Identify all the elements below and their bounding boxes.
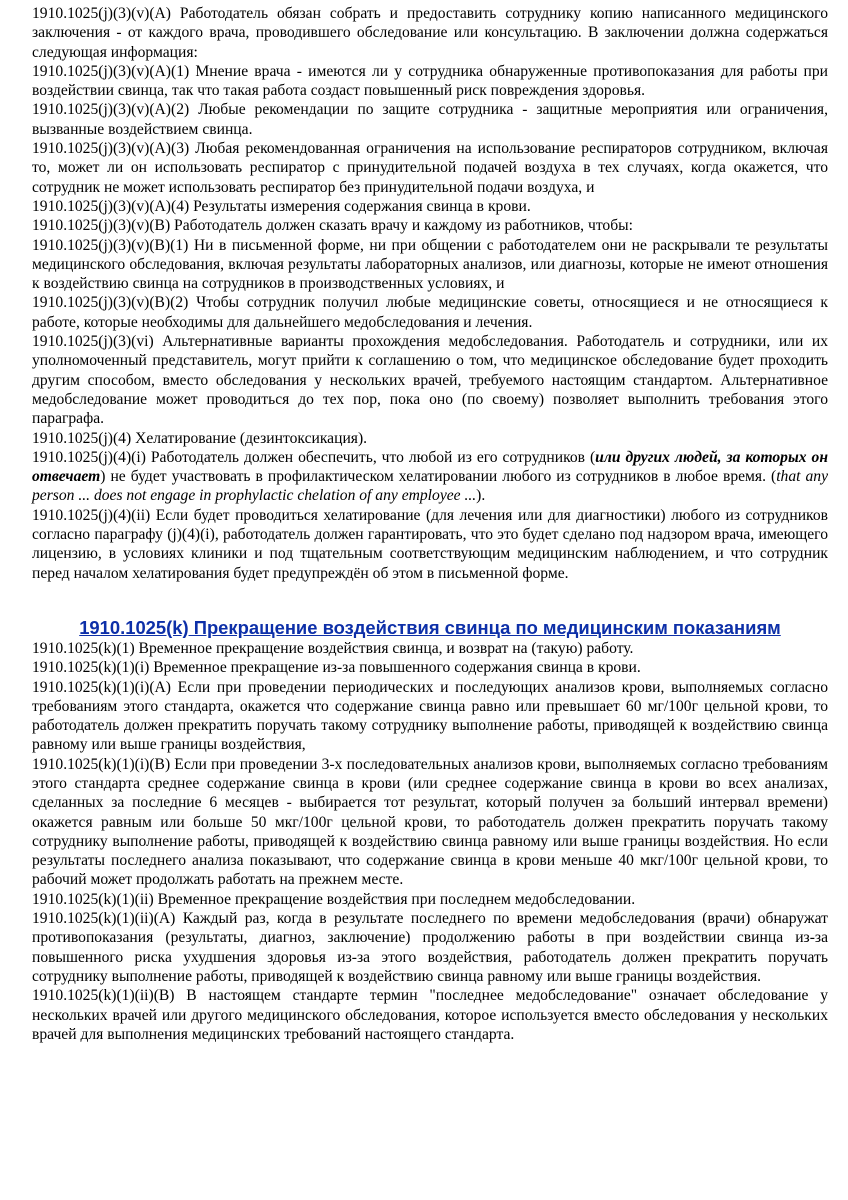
paragraph-j3vi: 1910.1025(j)(3)(vi) Альтернативные варианты прохождения медобследования. Работодатель и сотрудники, или их уполномоченный представитель, могут прийти к соглашению о том, что медицинское обследование будет проходить другим способом, вместо обследования у нескольких врачей, требуемого настоящим стандартом. Альтернативное медобследование может проводиться до тех пор, пока оно (по своему) позволяет выполнить требования этого параграфа. <box>32 333 828 428</box>
paragraph-j3vA2: 1910.1025(j)(3)(v)(A)(2) Любые рекомендации по защите сотрудника - защитные мероприятия или ограничения, вызванные воздействием свинца. <box>32 101 828 138</box>
paragraph-j4i-emphasis: или других людей, за которых он отвечает <box>32 448 828 486</box>
paragraph-k1ii: 1910.1025(k)(1)(ii) Временное прекращение воздействия при последнем медобследовании. <box>32 890 636 908</box>
paragraph-k1iiB: 1910.1025(k)(1)(ii)(B) В настоящем стандарте термин "последнее медобследование" означает обследование у нескольких врачей или другого медицинского обследования, которое используется вместо обследования у нескольких врачей для выполнения медицинских требований настоящего стандарта. <box>32 987 828 1043</box>
paragraph-j3vA4: 1910.1025(j)(3)(v)(A)(4) Результаты измерения содержания свинца в крови. <box>32 197 531 215</box>
paragraph-j3vB2: 1910.1025(j)(3)(v)(B)(2) Чтобы сотрудник получил любые медицинские советы, относящиеся и не относящиеся к работе, которые необходимы для дальнейшего медобследования и лечения. <box>32 294 828 331</box>
paragraph-j4i-english-quote: that any person ... does not engage in prophylactic chelation of any employee ... <box>32 468 828 505</box>
paragraph-k1: 1910.1025(k)(1) Временное прекращение воздействия свинца, и возврат на (такую) работу. <box>32 639 634 657</box>
paragraph-j4ii: 1910.1025(j)(4)(ii) Если будет проводиться хелатирование (для лечения или для диагностики) любого из сотрудников согласно параграфу (j)(4)(i), работодатель должен гарантировать, что это будет сделано под надзором врача, имеющего лицензию, в условиях клиники и под тщательным соответствующим медицинским наблюдением, и что сотрудник перед началом хелатирования будет предупреждён об этом в письменной форме. <box>32 506 828 582</box>
paragraph-j4i-part1: 1910.1025(j)(4)(i) Работодатель должен обеспечить, что любой из его сотрудников ( <box>32 448 596 466</box>
paragraph-j3vB1: 1910.1025(j)(3)(v)(B)(1) Ни в письменной форме, ни при общении с работодателем они не раскрывали те результаты медицинского обследования, включая результаты лабораторных анализов, или диагнозы, которые не имеют отношения к воздействию свинца на сотрудников в производственных условиях, и <box>32 236 828 293</box>
paragraph-j4i-part2: ) не будет участвовать в профилактическом хелатировании любого из сотрудников в любое время. ( <box>100 468 777 486</box>
paragraph-j3vA1: 1910.1025(j)(3)(v)(A)(1) Мнение врача - имеются ли у сотрудника обнаруженные противопоказания для работы при воздействии свинца, так что такая работа создаст повышенный риск повреждения здоровья. <box>32 62 828 100</box>
paragraph-j3vA: 1910.1025(j)(3)(v)(A) Работодатель обязан собрать и предоставить сотруднику копию написанного медицинского заключения - от каждого врача, проводившего обследование или консультацию. В заключении должна содержаться следующая информация: <box>32 5 828 61</box>
paragraph-k1iB: 1910.1025(k)(1)(i)(B) Если при проведении 3-х последовательных анализов крови, выполняемых согласно требованиям этого стандарта среднее содержание свинца в крови (или среднее содержание свинца в крови во всех анализах, сделанных за последние 6 месяцев - выбирается тот результат, который получен за больший интервал времени) окажется равным или больше 50 мкг/100г цельной крови, то работодатель должен прекратить поручать такому сотруднику выполнение работы, приводящей к воздействию свинца равному или выше границы воздействия. Но если результаты последнего анализа показывают, что содержание свинца в крови меньше 40 мкг/100г цельной крови, то рабочий может продолжать работать на прежнем месте. <box>32 755 828 889</box>
paragraph-j4i-part3: ). <box>476 487 486 505</box>
section-spacer <box>32 583 828 617</box>
section-heading-k[interactable]: 1910.1025(k) Прекращение воздействия свинца по медицинским показаниям <box>79 616 781 638</box>
paragraph-k1iiA: 1910.1025(k)(1)(ii)(A) Каждый раз, когда в результате последнего по времени медобследования (врачи) обнаружат противопоказания (результаты, диагноз, заключение) продолжению работы в при воздействии свинца из-за повышенного риска ухудшения здоровья из-за этого воздействия, работодатель должен прекратить поручать сотруднику выполнение работы, приводящей к воздействию свинца равному или выше границы воздействия. <box>32 910 828 985</box>
paragraph-j4: 1910.1025(j)(4) Хелатирование (дезинтоксикация). <box>32 429 368 447</box>
paragraph-j3vA3: 1910.1025(j)(3)(v)(A)(3) Любая рекомендованная ограничения на использование респираторов сотрудником, включая то, может ли он использовать респиратор с принудительной подачей воздуха в тех случаях, когда окажется, что сотрудник не может использовать респиратор без принудительной подачи воздуха, и <box>32 140 828 196</box>
paragraph-k1i: 1910.1025(k)(1)(i) Временное прекращение из-за повышенного содержания свинца в крови. <box>32 659 641 677</box>
paragraph-j4i <box>32 448 828 506</box>
paragraph-k1iA: 1910.1025(k)(1)(i)(A) Если при проведении периодических и последующих анализов крови, выполняемых согласно требованиям этого стандарта, окажется что содержание свинца равно или превышает 60 мг/100г цельной крови, то работодатель должен прекратить поручать такому сотруднику выполнение работы, приводящей к воздействию свинца равному или выше границы воздействия, <box>32 678 828 754</box>
paragraph-j3vB: 1910.1025(j)(3)(v)(B) Работодатель должен сказать врачу и каждому из работников, чтобы: <box>32 217 633 235</box>
